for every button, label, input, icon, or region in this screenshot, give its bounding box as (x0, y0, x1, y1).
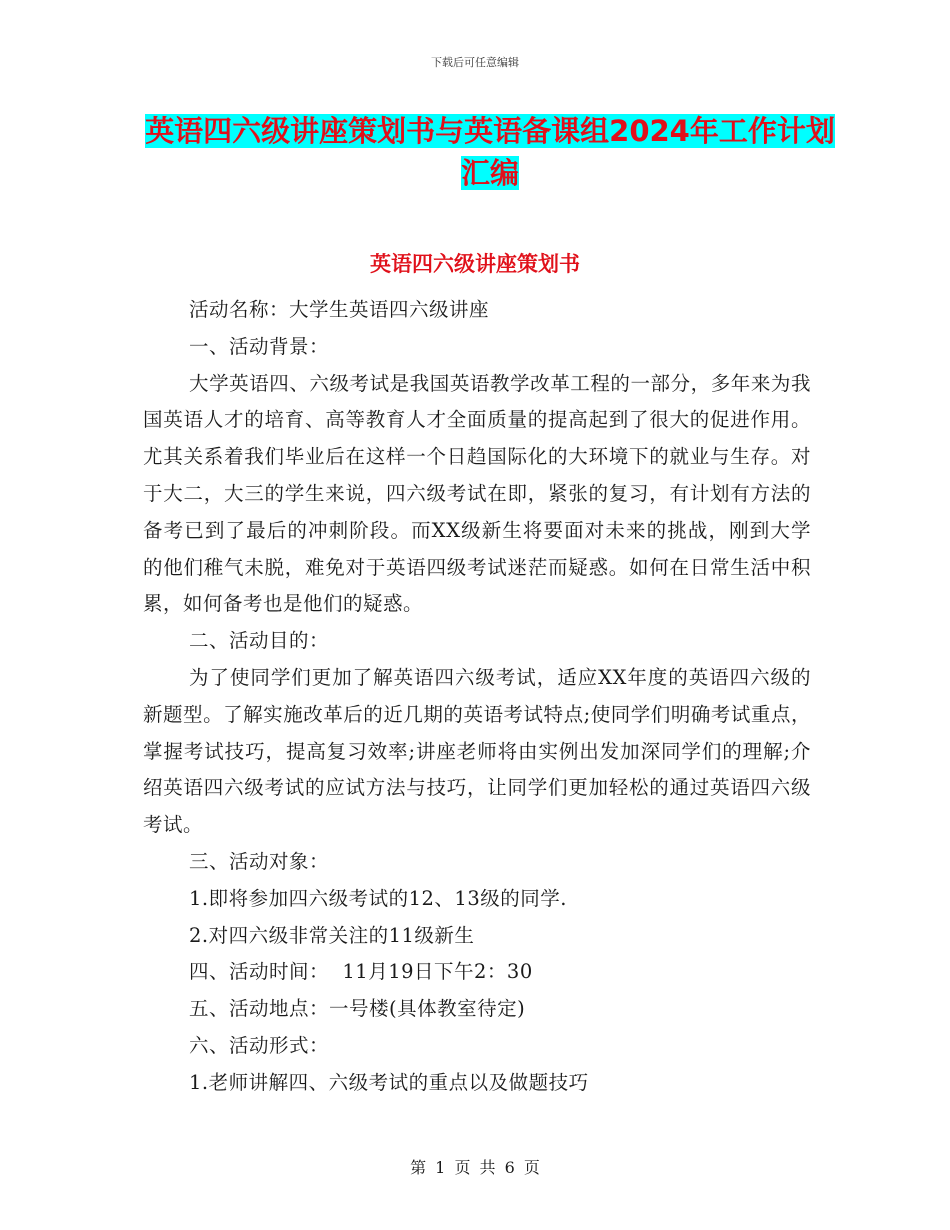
section-heading-purpose: 二、活动目的： (189, 629, 330, 653)
page-footer: 第 1 页 共 6 页 (410, 1158, 540, 1177)
audience-item-2: 2.对四六级非常关注的11级新生 (189, 923, 475, 947)
document-body (143, 292, 811, 1102)
background-paragraph: 大学英语四、六级考试是我国英语教学改革工程的一部分，多年来为我国英语人才的培育、高等教育人才全面质量的提高起到了很大的促进作用。尤其关系着我们毕业后在这样一个日趋国际化的大环境下的就业与生存。对于大二，大三的学生来说，四六级考试在即，紧张的复习，有计划有方法的备考已到了最后的冲刺阶段。而XX级新生将要面对未来的挑战，刚到大学的他们稚气未脱，难免对于英语四级考试迷茫而疑惑。如何在日常生活中积累，如何备考也是他们的疑惑。 (143, 371, 811, 616)
audience-item-1: 1.即将参加四六级考试的12、13级的同学. (189, 886, 567, 910)
document-title-text: 英语四六级讲座策划书与英语备课组2024年工作计划汇编 (145, 114, 835, 190)
format-item-1: 1.老师讲解四、六级考试的重点以及做题技巧 (189, 1070, 589, 1094)
purpose-paragraph: 为了使同学们更加了解英语四六级考试，适应XX年度的英语四六级的新题型。了解实施改革后的近几期的英语考试特点;使同学们明确考试重点，掌握考试技巧，提高复习效率;讲座老师将由实例出发加深同学们的理解;介绍英语四六级考试的应试方法与技巧，让同学们更加轻松的通过英语四六级考试。 (143, 665, 811, 837)
section-heading-background: 一、活动背景： (189, 334, 330, 358)
activity-location-line: 五、活动地点：一号楼(具体教室待定) (189, 997, 526, 1021)
activity-time-line: 四、活动时间： 11月19日下午2：30 (189, 960, 533, 984)
section-heading-audience: 三、活动对象： (189, 849, 330, 873)
activity-name-line: 活动名称：大学生英语四六级讲座 (189, 298, 490, 321)
section-title: 英语四六级讲座策划书 (370, 252, 580, 276)
section-heading-format: 六、活动形式： (189, 1033, 330, 1057)
header-note: 下载后可任意编辑 (431, 56, 519, 69)
document-title (140, 110, 840, 194)
